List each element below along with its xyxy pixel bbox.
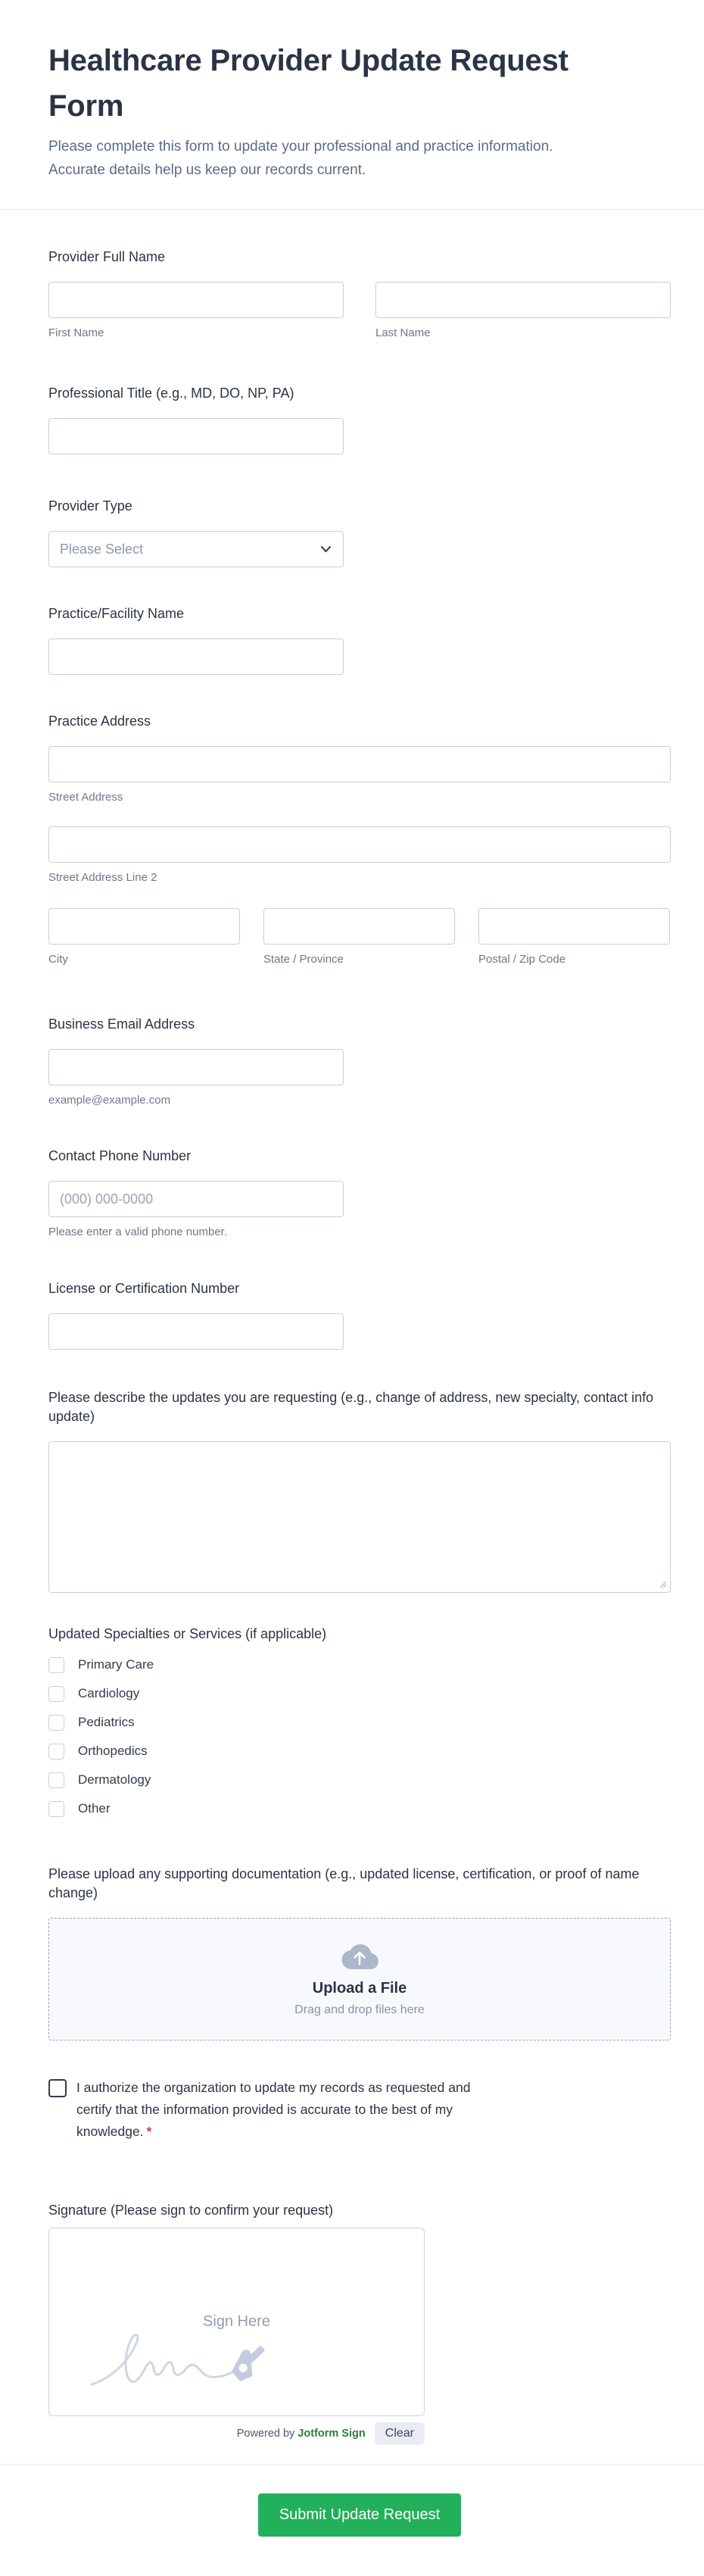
question-signature [48, 2201, 671, 2445]
page-subtitle: Please complete this form to update your professional and practice information. Accurate details help us keep our records current. [48, 139, 553, 178]
email-sublabel: example@example.com [48, 1094, 171, 1107]
specialty-option-pediatrics[interactable] [48, 1712, 671, 1733]
provider-name-label: Provider Full Name [48, 249, 166, 264]
street-address-2-sublabel: Street Address Line 2 [48, 871, 157, 884]
city-sublabel: City [48, 953, 68, 966]
form-header [0, 0, 704, 210]
question-specialties [48, 1625, 671, 1819]
phone-input[interactable] [48, 1181, 344, 1217]
specialty-option-dermatology[interactable] [48, 1769, 671, 1791]
updates-description-textarea-wrap [48, 1441, 671, 1593]
state-sublabel: State / Province [263, 953, 344, 966]
upload-hint-text: Drag and drop files here [294, 2003, 425, 2016]
submit-button[interactable]: Submit Update Request [258, 2493, 461, 2537]
pediatrics-checkbox[interactable] [48, 1715, 64, 1731]
specialty-option-primary-care[interactable] [48, 1654, 671, 1675]
cardiology-checkbox[interactable] [48, 1686, 64, 1702]
question-phone [48, 1147, 671, 1240]
practice-address-label: Practice Address [48, 713, 151, 729]
city-input[interactable] [48, 908, 240, 945]
file-upload-dropzone[interactable] [48, 1918, 671, 2041]
upload-label: Please upload any supporting documentation (e.g., updated license, certification, or proof of name change) [48, 1866, 640, 1900]
form-footer [0, 2464, 704, 2576]
primary-care-label: Primary Care [78, 1657, 154, 1672]
cardiology-label: Cardiology [78, 1686, 140, 1700]
provider-type-label: Provider Type [48, 498, 132, 514]
license-label: License or Certification Number [48, 1281, 240, 1296]
dermatology-label: Dermatology [78, 1772, 151, 1787]
facility-name-label: Practice/Facility Name [48, 606, 185, 621]
question-provider-name [48, 248, 671, 341]
required-asterisk: * [146, 2124, 152, 2139]
city-state-postal-row [48, 908, 671, 945]
cloud-upload-icon [340, 1942, 379, 1971]
question-practice-address [48, 712, 671, 967]
professional-title-input[interactable] [48, 418, 344, 454]
question-provider-type [48, 497, 671, 567]
page-title: Healthcare Provider Update Request Form [48, 44, 568, 123]
powered-by-text: Powered by Jotform Sign [236, 2428, 366, 2440]
phone-label: Contact Phone Number [48, 1148, 192, 1163]
street-address-sublabel: Street Address [48, 791, 123, 804]
city-state-postal-sublabels [48, 945, 671, 967]
primary-care-checkbox[interactable] [48, 1657, 64, 1673]
specialties-checkbox-list [48, 1654, 671, 1819]
facility-name-input[interactable] [48, 639, 344, 675]
street-address-2-input[interactable] [48, 826, 671, 863]
authorization-sentence: I authorize the organization to update my records as requested and certify that the information provided is accurate to the best of my knowledge. [76, 2080, 471, 2139]
last-name-input[interactable] [375, 282, 671, 318]
provider-type-select[interactable] [48, 531, 344, 567]
question-license [48, 1279, 671, 1350]
question-authorization [48, 2077, 671, 2143]
specialty-option-cardiology[interactable] [48, 1683, 671, 1704]
form-body [0, 248, 704, 2445]
question-professional-title [48, 384, 671, 454]
question-email [48, 1015, 671, 1108]
authorization-text [76, 2077, 497, 2143]
jotform-sign-brand: Jotform Sign [297, 2428, 366, 2440]
last-name-sublabel: Last Name [375, 326, 431, 339]
postal-input[interactable] [478, 908, 670, 945]
signature-label: Signature (Please sign to confirm your request) [48, 2203, 334, 2218]
other-checkbox[interactable] [48, 1801, 64, 1817]
name-inputs-row [48, 282, 671, 318]
other-label: Other [78, 1801, 111, 1816]
orthopedics-label: Orthopedics [78, 1744, 148, 1758]
street-address-input[interactable] [48, 746, 671, 782]
updates-description-textarea[interactable] [48, 1441, 671, 1593]
first-name-input[interactable] [48, 282, 344, 318]
question-upload [48, 1865, 671, 2041]
professional-title-label: Professional Title (e.g., MD, DO, NP, PA) [48, 386, 294, 401]
specialties-label: Updated Specialties or Services (if applicable) [48, 1626, 327, 1641]
email-label: Business Email Address [48, 1016, 195, 1032]
license-input[interactable] [48, 1313, 344, 1350]
first-name-sublabel: First Name [48, 326, 104, 339]
question-updates-description [48, 1388, 671, 1593]
pediatrics-label: Pediatrics [78, 1715, 135, 1729]
upload-button-text: Upload a File [312, 1979, 407, 1997]
postal-sublabel: Postal / Zip Code [478, 953, 566, 966]
phone-sublabel: Please enter a valid phone number. [48, 1226, 227, 1238]
signature-squiggle-pen-icon [89, 2325, 316, 2393]
dermatology-checkbox[interactable] [48, 1772, 64, 1788]
authorization-checkbox[interactable] [48, 2079, 67, 2097]
specialty-option-orthopedics[interactable] [48, 1741, 671, 1762]
orthopedics-checkbox[interactable] [48, 1744, 64, 1759]
email-input[interactable] [48, 1049, 344, 1085]
sign-here-text: Sign Here [203, 2313, 270, 2330]
signature-pad[interactable] [48, 2228, 425, 2416]
provider-type-select-wrap [48, 531, 344, 567]
specialty-option-other[interactable] [48, 1798, 671, 1819]
signature-clear-button[interactable]: Clear [375, 2422, 425, 2445]
state-input[interactable] [263, 908, 455, 945]
name-sublabels-row [48, 318, 671, 341]
signature-footer [48, 2422, 425, 2445]
question-facility-name [48, 604, 671, 675]
updates-description-label: Please describe the updates you are requesting (e.g., change of address, new specialty, contact info update) [48, 1390, 654, 1424]
